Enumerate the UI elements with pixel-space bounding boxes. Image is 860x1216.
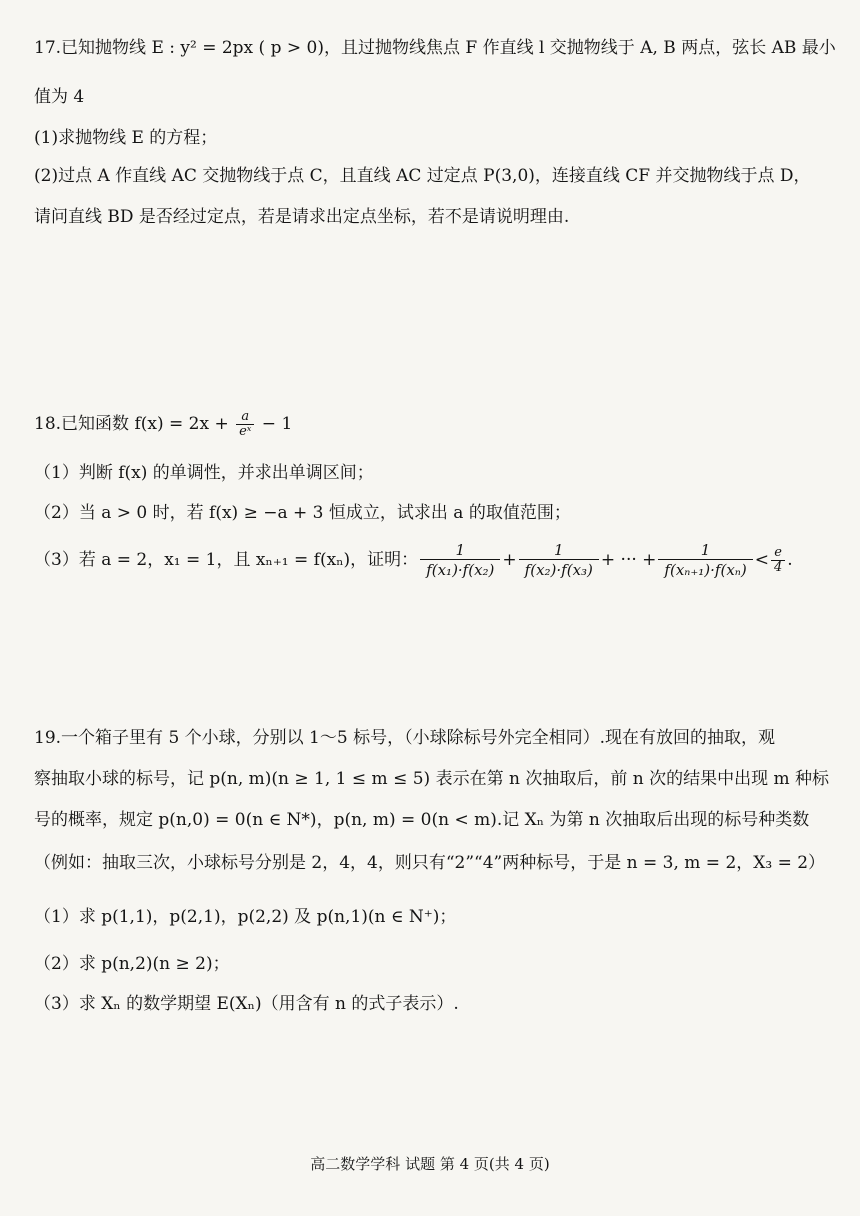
q18-stem: [34, 404, 836, 444]
q18-part3: [34, 534, 836, 586]
q19-part1: （1）求 p(1,1)，p(2,1)，p(2,2) 及 p(n,1)(n ∈ N⁺)；: [34, 907, 457, 927]
q17-stem-line2: 值为 4: [34, 87, 85, 107]
q18-frac-1-num: 1: [455, 541, 466, 559]
q18-part2: （2）当 a > 0 时，若 f(x) ≥ −a + 3 恒成立，试求出 a 的取值范围；: [34, 503, 571, 523]
q17-part1: (1)求抛物线 E 的方程；: [34, 128, 218, 148]
q19-stem-line4: （例如：抽取三次，小球标号分别是 2，4，4，则只有“2”“4”两种标号，于是 n = 3, m = 2，X₃ = 2）: [34, 853, 826, 873]
q18-plus: +: [502, 550, 517, 570]
q18-frac-3: [658, 541, 752, 580]
q19-stem-line1: 19.一个箱子里有 5 个小球，分别以 1～5 标号，（小球除标号外完全相同）.现在有放回的抽取，观: [34, 728, 776, 748]
q18-period: .: [787, 550, 793, 570]
q17-stem-line1: 17.已知抛物线 E : y² = 2px ( p > 0)，且过抛物线焦点 F 作直线 l 交抛物线于 A, B 两点，弦长 AB 最小: [34, 38, 836, 58]
q18-frac-2-num: 1: [554, 541, 564, 559]
q18-stem-prefix: 18.已知函数 f(x) = 2x +: [34, 414, 235, 434]
q19-part3: （3）求 Xₙ 的数学期望 E(Xₙ)（用含有 n 的式子表示）.: [34, 994, 459, 1014]
q18-stem-fraction-num: a: [241, 409, 250, 424]
q18-stem-fraction-den: eˣ: [236, 424, 254, 439]
q18-frac-2: [519, 541, 599, 580]
q18-less-than: <: [754, 550, 769, 570]
q18-frac-3-den: f(xₙ₊₁)·f(xₙ): [658, 559, 752, 580]
q17-part2-line1: (2)过点 A 作直线 AC 交抛物线于点 C，且直线 AC 过定点 P(3,0)，连接直线 CF 并交抛物线于点 D，: [34, 166, 811, 186]
q19-stem-line3: 号的概率，规定 p(n,0) = 0(n ∈ N*)，p(n, m) = 0(n < m).记 Xₙ 为第 n 次抽取后出现的标号种类数: [34, 810, 810, 830]
q18-frac-1: [420, 541, 500, 580]
q19-stem-line2: 察抽取小球的标号，记 p(n, m)(n ≥ 1, 1 ≤ m ≤ 5) 表示在第 n 次抽取后，前 n 次的结果中出现 m 种标: [34, 769, 830, 789]
q18-frac-e: [771, 546, 785, 575]
q18-part3-prefix: （3）若 a = 2，x₁ = 1，且 xₙ₊₁ = f(xₙ)，证明：: [34, 550, 419, 570]
q19-part2: （2）求 p(n,2)(n ≥ 2)；: [34, 954, 230, 974]
q18-frac-e-den: 4: [771, 560, 785, 575]
q18-part1: （1）判断 f(x) 的单调性，并求出单调区间；: [34, 463, 374, 483]
q18-frac-e-num: e: [774, 545, 782, 560]
q18-stem-suffix: − 1: [256, 414, 293, 434]
q18-frac-3-num: 1: [700, 541, 711, 559]
q18-frac-2-den: f(x₂)·f(x₃): [519, 559, 599, 580]
page-footer: 高二数学学科 试题 第 4 页(共 4 页): [310, 1155, 550, 1173]
q18-dots: + ··· +: [600, 550, 657, 570]
q17-part2-line2: 请问直线 BD 是否经过定点，若是请求出定点坐标，若不是请说明理由.: [34, 207, 570, 227]
q18-stem-fraction: [236, 410, 254, 439]
q18-frac-1-den: f(x₁)·f(x₂): [420, 559, 500, 580]
